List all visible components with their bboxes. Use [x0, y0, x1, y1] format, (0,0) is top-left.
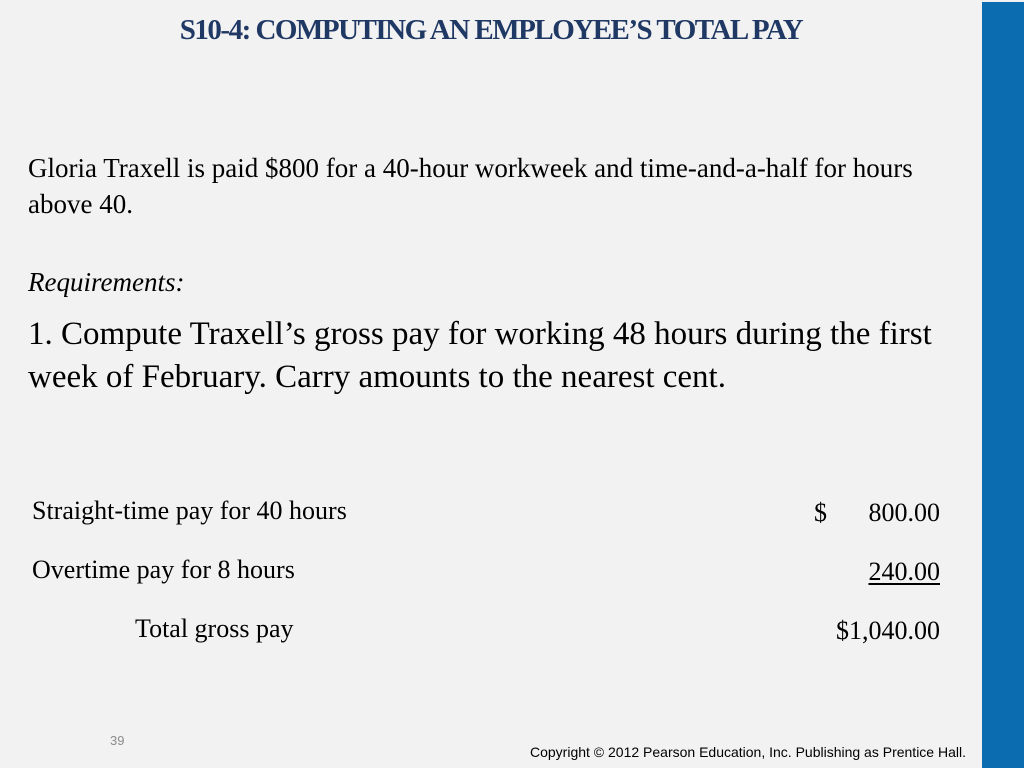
requirements-label: Requirements: — [28, 267, 185, 297]
intro-paragraph: Gloria Traxell is paid $800 for a 40-hour workweek and time-and-a-half for hours above 40. — [28, 153, 913, 219]
slide-title: S10-4: COMPUTING AN EMPLOYEE’S TOTAL PAY — [179, 14, 803, 46]
straight-time-amount: 800.00 — [868, 498, 940, 527]
total-label: Total gross pay — [135, 614, 294, 643]
accent-bar — [982, 2, 1024, 768]
copyright-notice: Copyright © 2012 Pearson Education, Inc. Publishing as Prentice Hall. — [529, 744, 966, 760]
straight-time-label: Straight-time pay for 40 hours — [32, 496, 347, 525]
overtime-amount: 240.00 — [868, 557, 940, 586]
total-row — [32, 614, 940, 648]
overtime-label: Overtime pay for 8 hours — [32, 555, 295, 584]
overtime-row — [32, 555, 940, 589]
page-number: 39 — [110, 733, 125, 748]
straight-time-row — [32, 496, 940, 530]
total-amount: $1,040.00 — [836, 616, 940, 645]
requirement-1: 1. Compute Traxell’s gross pay for working 48 hours during the first week of February. Carry amounts to the nearest cent. — [28, 316, 932, 395]
straight-time-currency: $ — [814, 498, 827, 527]
